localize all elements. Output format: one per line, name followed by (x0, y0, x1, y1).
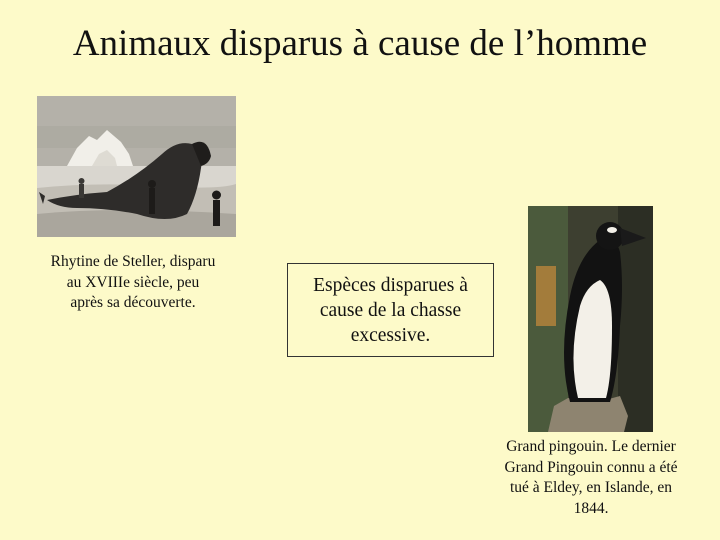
slide-title: Animaux disparus à cause de l’homme (72, 23, 648, 64)
hunting-text-box (287, 263, 494, 357)
great-auk-image (528, 206, 653, 432)
hunting-text: Espèces disparues à cause de la chasse excessive. (313, 274, 468, 346)
sea-cow-caption: Rhytine de Steller, disparu au XVIIIe siècle, peu après sa découverte. (50, 253, 216, 311)
great-auk-caption: Grand pingouin. Le dernier Grand Pingouin connu a été tué à Eldey, en Islande, en 1844. (504, 438, 678, 517)
steller-sea-cow-image (37, 96, 236, 237)
